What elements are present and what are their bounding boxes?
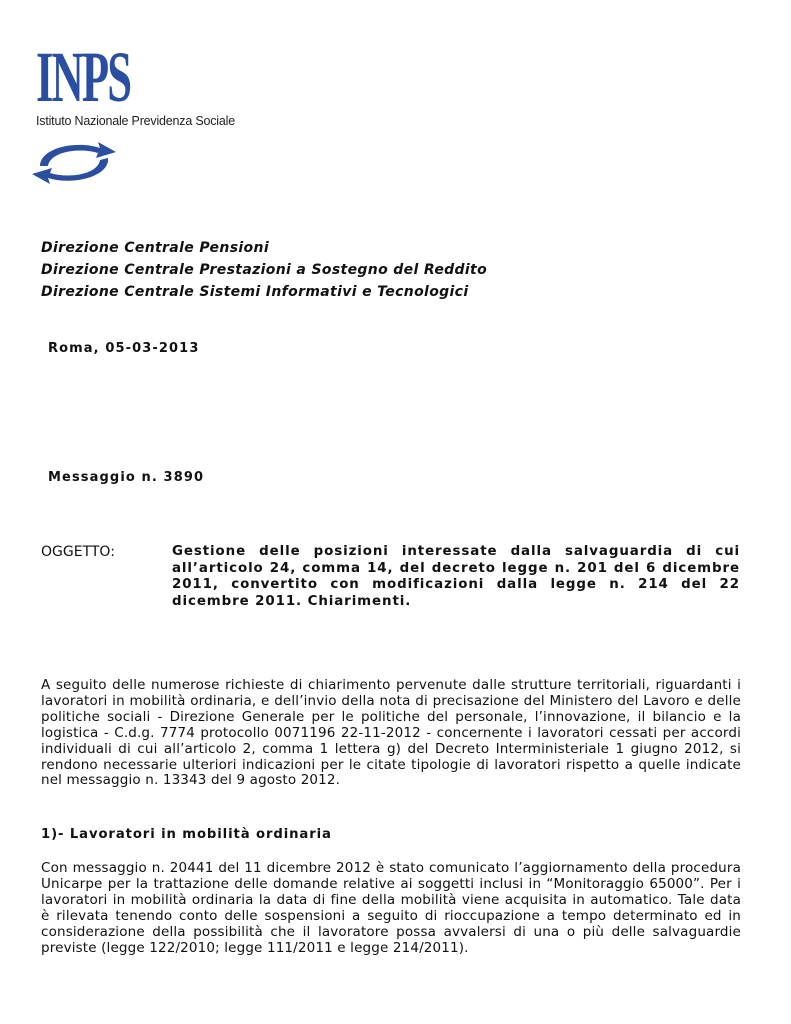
message-number: Messaggio n. 3890 xyxy=(48,470,205,485)
directorate-sistemi: Direzione Centrale Sistemi Informativi e Tecnologici xyxy=(41,284,469,300)
inps-logo xyxy=(36,37,276,128)
inps-circular-arrows-icon xyxy=(26,136,122,188)
subject-text: Gestione delle posizioni interessate dalla salvaguardia di cui all’articolo 24, comma 14, del decreto legge n. 201 del 6 dicembre 2011, convertito con modificazioni dalla legge n. 214 del 22 dicembre 2011. Chiarimenti. xyxy=(172,544,740,609)
date-line: Roma, 05-03-2013 xyxy=(48,341,200,356)
subject-label: OGGETTO: xyxy=(41,544,115,560)
intro-paragraph: A seguito delle numerose richieste di chiarimento pervenute dalle strutture territoriali, riguardanti i lavoratori in mobilità ordinaria, e dell’invio della nota di precisazione del Ministero del Lavoro e delle politiche sociali - Direzione Generale per le politiche del personale, l’innovazione, il bilancio e la logistica - C.d.g. 7774 protocollo 0071196 22-11-2012 - concernente i lavoratori cessati per accordi individuali di cui all’articolo 2, comma 1 lettera g) del Decreto Interministeriale 1 giugno 2012, si rendono necessarie ulteriori indicazioni per le citate tipologie di lavoratori rispetto a quelle indicate nel messaggio n. 13343 del 9 agosto 2012. xyxy=(41,677,741,789)
directorate-pensioni: Direzione Centrale Pensioni xyxy=(41,240,269,256)
logo-subtitle: Istituto Nazionale Previdenza Sociale xyxy=(36,114,235,128)
section-1-title: 1)- Lavoratori in mobilità ordinaria xyxy=(41,827,332,842)
section-1-paragraph: Con messaggio n. 20441 del 11 dicembre 2012 è stato comunicato l’aggiornamento della procedura Unicarpe per la trattazione delle domande relative ai soggetti inclusi in “Monitoraggio 65000”. Per i lavoratori in mobilità ordinaria la data di fine della mobilità viene acquisita in automatico. Tale data è rilevata tenendo conto delle sospensioni a seguito di rioccupazione a tempo determinato ed in considerazione della possibilità che il lavoratore possa avvalersi di una o più delle salvaguardie previste (legge 122/2010; legge 111/2011 e legge 214/2011). xyxy=(41,860,741,956)
logo-wordmark: INPS xyxy=(36,37,131,117)
directorate-prestazioni: Direzione Centrale Prestazioni a Sostegno del Reddito xyxy=(41,262,488,278)
